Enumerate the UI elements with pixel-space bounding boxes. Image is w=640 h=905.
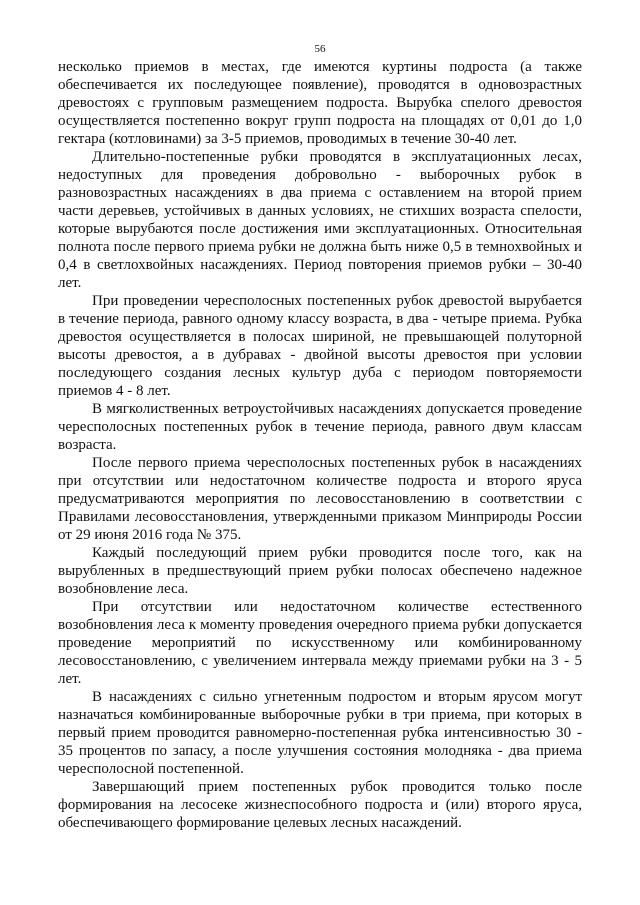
paragraph-5: После первого приема чересполосных постепенных рубок в насаждениях при отсутствии или недостаточном количестве подроста и второго яруса предусматриваются мероприятия по лесовосстановлению в соответствии с Правилами лесовосстановления, утвержденными приказом Минприроды России от 29 июня 2016 года № 375. <box>58 455 582 543</box>
document-body <box>58 58 582 832</box>
paragraph-6: Каждый последующий прием рубки проводится после того, как на вырубленных в предшествующий прием рубки полосах обеспечено надежное возобновление леса. <box>58 545 582 597</box>
page-number: 56 <box>314 43 326 55</box>
paragraph-3: При проведении чересполосных постепенных рубок древостой вырубается в течение периода, равного одному классу возраста, в два - четыре приема. Рубка древостоя осуществляется в полосах шириной, не превышающей полуторной высоты древостоя, а в дубравах - двойной высоты древостоя при условии последующего создания лесных культур дуба с периодом повторяемости приемов 4 - 8 лет. <box>58 293 582 399</box>
paragraph-2: Длительно-постепенные рубки проводятся в эксплуатационных лесах, недоступных для проведения добровольно - выборочных рубок в разновозрастных насаждениях в два приема с оставлением на второй прием части деревьев, устойчивых в данных условиях, не стихших возраста спелости, которые вырубаются после достижения ими эксплуатационных. Относительная полнота после первого приема рубки не должна быть ниже 0,5 в темнохвойных и 0,4 в светлохвойных насаждениях. Период повторения приемов рубки – 30-40 лет. <box>58 149 582 291</box>
paragraph-7: При отсутствии или недостаточном количестве естественного возобновления леса к моменту проведения очередного приема рубки допускается проведение мероприятий по искусственному или комбинированному лесовосстановлению, с увеличением интервала между приемами рубки на 3 - 5 лет. <box>58 599 582 687</box>
paragraph-1: несколько приемов в местах, где имеются куртины подроста (а также обеспечивается их последующее появление), проводятся в одновозрастных древостоях с групповым размещением подроста. Вырубка спелого древостоя осуществляется постепенно вокруг групп подроста на площадях от 0,01 до 1,0 гектара (котловинами) за 3-5 приемов, проводимых в течение 30-40 лет. <box>58 59 582 147</box>
paragraph-8: В насаждениях с сильно угнетенным подростом и вторым ярусом могут назначаться комбинированные выборочные рубки в три приема, при которых в первый прием проводится равномерно-постепенная рубка интенсивностью 30 - 35 процентов по запасу, а после улучшения состояния молодняка - два приема чересполосной постепенной. <box>58 689 582 777</box>
paragraph-9: Завершающий прием постепенных рубок проводится только после формирования на лесосеке жизнеспособного подроста и (или) второго яруса, обеспечивающего формирование целевых лесных насаждений. <box>58 779 582 831</box>
paragraph-4: В мягколиственных ветроустойчивых насаждениях допускается проведение чересполосных постепенных рубок в течение периода, равного двум классам возраста. <box>58 401 582 453</box>
